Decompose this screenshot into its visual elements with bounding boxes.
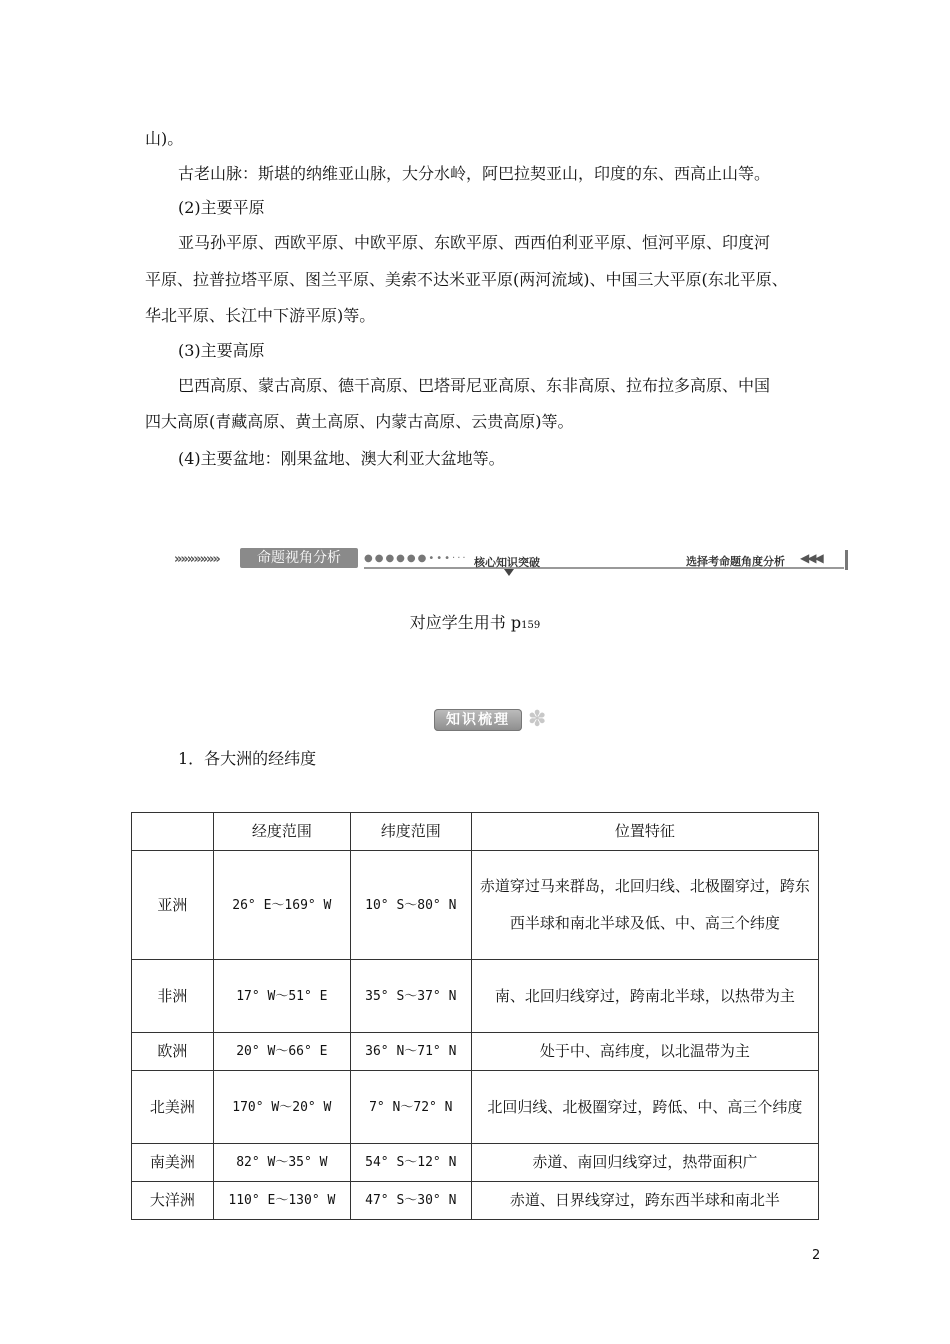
feature-cell: 赤道穿过马来群岛，北回归线、北极圈穿过，跨东西半球和南北半球及低、中、高三个纬度 — [471, 851, 818, 960]
table-row — [132, 1033, 819, 1071]
continent-cell: 亚洲 — [132, 851, 214, 960]
continent-cell: 欧洲 — [132, 1033, 214, 1071]
latitude-cell: 7° N～72° N — [350, 1071, 471, 1144]
table-row — [132, 1144, 819, 1182]
feature-cell: 北回归线、北极圈穿过，跨低、中、高三个纬度 — [471, 1071, 818, 1144]
section-banner — [174, 546, 848, 574]
continent-cell: 非洲 — [132, 960, 214, 1033]
text-line: 亚马孙平原、西欧平原、中欧平原、东欧平原、西西伯利亚平原、恒河平原、印度河 — [178, 233, 771, 252]
table-row — [132, 1071, 819, 1144]
latitude-cell: 54° S～12° N — [350, 1144, 471, 1182]
longitude-cell: 110° E～130° W — [213, 1182, 350, 1220]
continent-cell: 大洋洲 — [132, 1182, 214, 1220]
continents-table — [131, 812, 819, 1220]
text-line: (3)主要高原 — [178, 341, 265, 360]
feature-cell: 处于中、高纬度，以北温带为主 — [471, 1033, 818, 1071]
text-line: 华北平原、长江中下游平原)等。 — [145, 306, 376, 325]
longitude-cell: 20° W～66° E — [213, 1033, 350, 1071]
latitude-cell: 47° S～30° N — [350, 1182, 471, 1220]
flower-icon: ✽ — [528, 707, 547, 732]
longitude-cell: 82° W～35° W — [213, 1144, 350, 1182]
table-header-cell: 位置特征 — [471, 813, 818, 851]
section-title: 1．各大洲的经纬度 — [178, 749, 317, 768]
table-header-cell — [132, 813, 214, 851]
text-line: (2)主要平原 — [178, 198, 265, 217]
text-line: 山)。 — [145, 129, 184, 148]
text-line: 古老山脉：斯堪的纳维亚山脉，大分水岭，阿巴拉契亚山，印度的东、西高止山等。 — [178, 164, 771, 183]
text-line: (4)主要盆地：刚果盆地、澳大利亚大盆地等。 — [178, 449, 505, 468]
banner-tag: 命题视角分析 — [240, 548, 358, 568]
latitude-cell: 36° N～71° N — [350, 1033, 471, 1071]
knowledge-badge: 知识梳理 — [434, 709, 522, 731]
table-row — [132, 851, 819, 960]
table-header-cell: 纬度范围 — [350, 813, 471, 851]
table-header-cell: 经度范围 — [213, 813, 350, 851]
banner-right-label: 选择考命题角度分析 — [686, 555, 785, 568]
continent-cell: 北美洲 — [132, 1071, 214, 1144]
banner-center-label: 核心知识突破 — [474, 556, 540, 569]
feature-cell: 南、北回归线穿过，跨南北半球，以热带为主 — [471, 960, 818, 1033]
text-line: 四大高原(青藏高原、黄土高原、内蒙古高原、云贵高原)等。 — [145, 412, 574, 431]
reference-page: 159 — [521, 620, 541, 631]
arrows-right-icon: »»»»»»» — [174, 552, 219, 567]
latitude-cell: 10° S～80° N — [350, 851, 471, 960]
table-row — [132, 1182, 819, 1220]
longitude-cell: 170° W～20° W — [213, 1071, 350, 1144]
feature-cell: 赤道、日界线穿过，跨东西半球和南北半 — [471, 1182, 818, 1220]
book-reference — [0, 610, 950, 633]
triangle-down-icon — [504, 569, 514, 576]
table-row — [132, 960, 819, 1033]
banner-end-bar — [845, 550, 848, 570]
longitude-cell: 17° W～51° E — [213, 960, 350, 1033]
page-number: 2 — [812, 1248, 821, 1263]
longitude-cell: 26° E～169° W — [213, 851, 350, 960]
feature-cell: 赤道、南回归线穿过，热带面积广 — [471, 1144, 818, 1182]
arrows-left-icon: ◀◀◀ — [800, 551, 822, 565]
reference-text: 对应学生用书 p — [409, 613, 522, 632]
latitude-cell: 35° S～37° N — [350, 960, 471, 1033]
continent-cell: 南美洲 — [132, 1144, 214, 1182]
table-header-row — [132, 813, 819, 851]
text-line: 巴西高原、蒙古高原、德干高原、巴塔哥尼亚高原、东非高原、拉布拉多高原、中国 — [178, 376, 771, 395]
text-line: 平原、拉普拉塔平原、图兰平原、美索不达米亚平原(两河流域)、中国三大平原(东北平原、 — [145, 270, 788, 289]
dots-decoration: ●●●●●●•••··· — [364, 553, 468, 564]
